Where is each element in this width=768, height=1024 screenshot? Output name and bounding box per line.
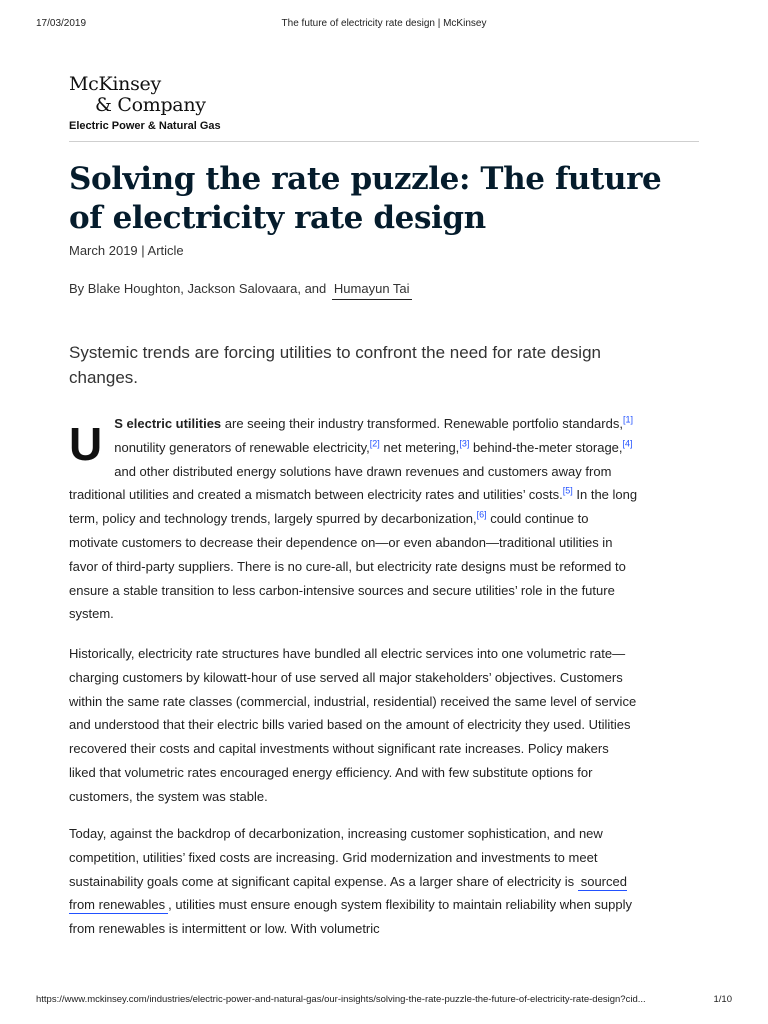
logo-line-2: & Company <box>95 94 206 116</box>
p1-text-5: and other distributed energy solutions have drawn revenues and customers away from traditional utilities and created a mismatch between electricity rates and utilities’ costs. <box>69 463 612 503</box>
footnote-5[interactable]: [5] <box>562 486 573 497</box>
p3-text-2: , utilities must ensure enough system flexibility to maintain reliability when supply from renewables is intermittent or low. With volumetric <box>69 897 632 937</box>
p1-text-7: could continue to motivate customers to decrease their dependence on—or even abandon—traditional utilities in favor of third-party suppliers. There is no cure-all, but electricity rate designs must be reformed to ensure a stable transition to less carbon-intensive sources and secure utilities’ role in the future system. <box>69 511 626 622</box>
footnote-3[interactable]: [3] <box>459 438 470 449</box>
p3-text-1: Today, against the backdrop of decarbonization, increasing customer sophistication, and new competition, utilities’ fixed costs are increasing. Grid modernization and investments to meet sustainability goals come at significant capital expense. As a larger share of electricity is <box>69 826 603 889</box>
author-link[interactable]: Humayun Tai <box>332 281 412 300</box>
article-meta: March 2019 | Article <box>69 243 184 258</box>
footnote-2[interactable]: [2] <box>369 438 380 449</box>
paragraph-3 <box>69 822 639 941</box>
byline <box>69 281 412 296</box>
print-tab-title: The future of electricity rate design | McKinsey <box>281 18 487 29</box>
paragraph-1 <box>69 412 639 626</box>
p1-text-4: behind-the-meter storage, <box>469 439 623 455</box>
article-title: Solving the rate puzzle: The future of electricity rate design <box>69 161 662 236</box>
footnote-4[interactable]: [4] <box>622 438 633 449</box>
drop-cap: U <box>69 418 103 470</box>
print-header <box>36 18 732 32</box>
p1-text-3: net metering, <box>379 439 460 455</box>
paragraph-2: Historically, electricity rate structures have bundled all electric services into one volumetric rate—charging customers by kilowatt-hour of use served all major stakeholders’ objectives. Customers within the same rate classes (commercial, industrial, residential) received the same level of service and understood that their electric bills varied based on the amount of electricity they used. Utilities recovered their costs and capital investments without significant rate increases. Policy makers liked that volumetric rates encouraged energy efficiency. And with few substitute options for customers, the system was stable. <box>69 646 637 804</box>
p1-text-1: are seeing their industry transformed. Renewable portfolio standards, <box>221 416 623 431</box>
footnote-6[interactable]: [6] <box>476 509 487 520</box>
footnote-1[interactable]: [1] <box>622 414 633 425</box>
p1-text-6: In the long term, policy and technology trends, largely spurred by decarbonization, <box>69 487 638 527</box>
print-url: https://www.mckinsey.com/industries/electric-power-and-natural-gas/our-insights/solving-the-rate-puzzle-the-future-of-electricity-rate-design?cid... <box>36 994 646 1005</box>
print-footer <box>36 994 732 1008</box>
byline-prefix: By Blake Houghton, Jackson Salovaara, and <box>69 281 327 296</box>
mckinsey-logo[interactable] <box>69 74 206 116</box>
logo-line-1: McKinsey <box>69 73 161 95</box>
header-divider <box>69 141 699 142</box>
section-label[interactable]: Electric Power & Natural Gas <box>69 120 221 132</box>
lead-in: S electric utilities <box>114 416 222 431</box>
page-number: 1/10 <box>713 994 732 1005</box>
print-date: 17/03/2019 <box>36 18 87 29</box>
renewables-link[interactable]: sourced from renewables <box>69 873 627 913</box>
article-dek: Systemic trends are forcing utilities to confront the need for rate design changes. <box>69 343 601 387</box>
p1-text-2: nonutility generators of renewable electricity, <box>114 439 370 455</box>
